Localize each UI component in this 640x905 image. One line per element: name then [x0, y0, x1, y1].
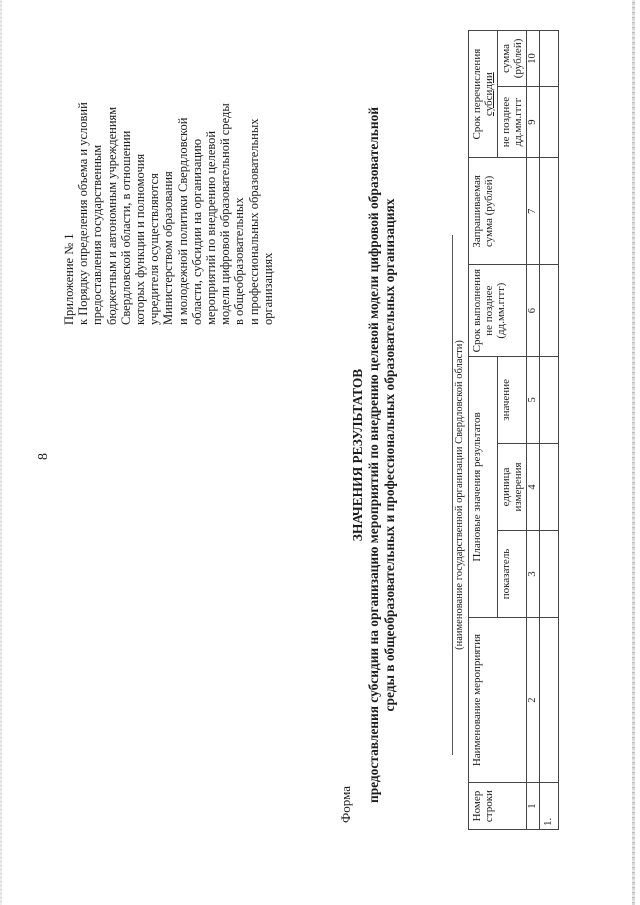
indicator-cell — [540, 530, 559, 617]
unit-cell — [540, 443, 559, 530]
deadline-cell — [540, 265, 559, 357]
scan-edge-artifact — [632, 0, 635, 905]
header-deadline: Срок выполнения не позднее (дд.мм.гггг) — [469, 265, 527, 357]
annex-line: мероприятий по внедрению целевой — [204, 130, 219, 325]
header-transfer-subsidy: субсидии — [483, 72, 495, 117]
header-value: значение — [498, 356, 527, 443]
transfer-sum-cell — [540, 31, 559, 87]
annex-line: Министерством образования — [161, 171, 176, 325]
annex-line: и профессиональных образовательных — [246, 118, 261, 325]
column-number: 7 — [527, 158, 540, 265]
column-number: 4 — [527, 443, 540, 530]
annex-line: в общеобразовательных — [232, 197, 247, 325]
annex-note — [62, 25, 275, 325]
annex-line: организациях — [260, 252, 275, 325]
row-number-cell: 1. — [540, 783, 559, 830]
header-unit: единица измерения — [498, 443, 527, 530]
page-number: 8 — [36, 453, 51, 460]
table-row — [540, 31, 559, 830]
transfer-date-cell — [540, 86, 559, 157]
header-planned-results: Плановые значения результатов — [469, 356, 498, 617]
title-line: среды в общеобразовательных и профессиональных образовательных организациях — [382, 198, 397, 712]
scan-edge-artifact — [0, 0, 2, 905]
header-requested-sum: Запрашиваемая сумма (рублей) — [469, 158, 527, 265]
title-line: предоставления субсидии на организацию мероприятий по внедрению целевой модели цифровой образовательной — [366, 107, 381, 804]
form-label: Форма — [338, 786, 353, 823]
annex-line: и молодежной политики Свердловской — [175, 117, 190, 325]
header-transfer-period-label: Срок перечисления — [471, 48, 483, 140]
header-event-name: Наименование мероприятия — [469, 617, 527, 782]
header-row — [469, 31, 498, 830]
column-number: 5 — [527, 356, 540, 443]
header-indicator: показатель — [498, 530, 527, 617]
value-cell — [540, 356, 559, 443]
document-title — [350, 75, 398, 835]
annex-line: которых функции и полномочия — [133, 153, 148, 325]
organization-name-line — [432, 235, 453, 755]
column-number: 6 — [527, 265, 540, 357]
annex-line: Приложение № 1 — [62, 233, 76, 325]
title-heading: ЗНАЧЕНИЯ РЕЗУЛЬТАТОВ — [350, 368, 365, 542]
annex-line: Свердловской области, в отношении — [118, 130, 133, 325]
column-number: 1 — [527, 783, 540, 830]
column-number: 2 — [527, 617, 540, 782]
header-transfer-deadline: не позднее дд.мм.гггг — [498, 86, 527, 157]
annex-line: учредителя осуществляются — [147, 173, 162, 325]
annex-line: бюджетным и автономным учреждениям — [104, 106, 119, 325]
column-number-row — [527, 31, 540, 830]
column-number: 3 — [527, 530, 540, 617]
event-cell — [540, 617, 559, 782]
column-number: 9 — [527, 86, 540, 157]
header-row-number: Номер строки — [469, 783, 527, 830]
column-number: 10 — [527, 31, 540, 87]
sum-cell — [540, 158, 559, 265]
header-transfer-sum: сумма (рублей) — [498, 31, 527, 87]
header-transfer-period — [469, 31, 498, 158]
annex-line: области, субсидии на организацию — [189, 138, 204, 325]
annex-line: предоставления государственным — [90, 144, 105, 325]
results-table — [468, 30, 559, 830]
annex-line: к Порядку определения объема и условий — [76, 102, 91, 325]
organization-caption: (наименование государственной организации Свердловской области) — [454, 340, 465, 650]
annex-line: модели цифровой образовательной среды — [218, 103, 233, 325]
